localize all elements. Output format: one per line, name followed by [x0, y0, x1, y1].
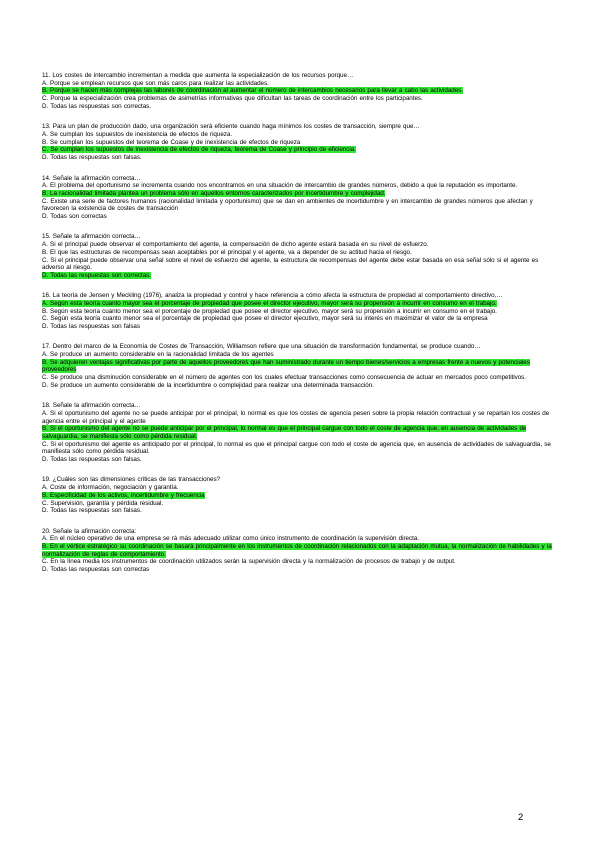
option-a: A. El problema del oportunismo se incrementa cuando nos encontramos en una situación de intercambio de grandes números, debido a que la reputación es importante. [42, 182, 518, 190]
option-a: A. Se cumplan los supuestos de inexistencia de efectos de riqueza. [42, 130, 233, 138]
question-20 [42, 528, 558, 574]
question-title: 17. Dentro del marco de la Economía de Costes de Transacción, Williamson refiere que una situación de transformación fundamental, se produce cuando… [42, 343, 481, 351]
option-b-correct: B. La racionalidad limitada plantea un problema sólo en aquellos entornos caracterizados por incertidumbre y complejidad. [42, 190, 386, 198]
question-title: 14. Señale la afirmación correcta… [42, 174, 141, 182]
option-b-correct: B. Si el oportunismo del agente no se puede anticipar por el principal, lo normal es que el principal cargue con todo el coste de agencia que, en ausencia de actividades de salvaguardia, se manifiesta sólo como pérdida residual. [42, 425, 527, 440]
option-a: A. En el núcleo operativo de una empresa se rá más adecuado utilizar como único instrumento de coordinación la supervisión directa. [42, 535, 419, 543]
question-17 [42, 343, 558, 389]
option-a-correct: A. Según esta teoría cuanto mayor sea el porcentaje de propiedad que posee el director ejecutivo, mayor será su propensión a incurrir en consumo en el trabajo. [42, 299, 497, 307]
option-c: C. Existe una serie de factores humanos (racionalidad limitada y oportunismo) que se dan en ambientes de incertidumbre y en intercambio de grandes números que afectan y favorecen la existencia de costes de transacción [42, 197, 533, 213]
option-b-correct: B. Especificidad de los activos, incertidumbre y frecuencia [42, 491, 205, 499]
option-c: C. Se produce una disminución considerable en el número de agentes con los cuales efectuar transacciones como consecuencia de actuar en mercados poco competitivos. [42, 374, 526, 382]
option-a: A. Si el oportunismo del agente no se puede anticipar por el principal, lo normal es que los costes de agencia pesen sobre la propia relación contractual y se repartan los costes de agencia entre el principal y el agente [42, 409, 550, 425]
option-b: B. Se cumplan los supuestos del teorema de Coase y de inexistencia de efectos de riqueza [42, 138, 301, 146]
option-c: C. Si el oportunismo del agente es anticipado por el principal, lo normal es que el principal cargue con todo el coste de agencia que, en ausencia de actividades de salvaguardia, se manifiesta sólo como pérdida residual. [42, 440, 551, 456]
question-16 [42, 292, 558, 331]
question-13 [42, 123, 558, 162]
exam-page [42, 72, 558, 586]
question-19 [42, 476, 558, 515]
page-number: 2 [518, 812, 524, 823]
option-d: D. Todas son correctas [42, 213, 107, 221]
option-d: D. Todas las respuestas son falsas. [42, 456, 142, 464]
option-d: D. Se produce un aumento considerable de la incertidumbre o complejidad para realizar una determinada transacción. [42, 381, 374, 389]
question-title: 19. ¿Cuáles son las dimensiones críticas de las transacciones? [42, 476, 221, 484]
question-18 [42, 402, 558, 464]
question-11 [42, 72, 558, 111]
option-d-correct: D. Todas las respuestas son correctas. [42, 271, 151, 279]
option-a: A. Se produce un aumento considerable en la racionalidad limitada de los agentes [42, 351, 274, 359]
option-a: A. Si el principal puede observar el comportamiento del agente, la compensación de dicho agente estará basada en su nivel de esfuerzo. [42, 241, 429, 249]
option-b-correct: B. Se adquieren ventajas significativas por parte de aquellos proveedores que han suministrado durante un tiempo bienes/servicios a empresas frente a nuevos y potenciales proveedores [42, 358, 530, 374]
option-c: C. Supervisión, garantía y pérdida residual. [42, 499, 164, 507]
option-d: D. Todas las respuestas son falsas. [42, 153, 142, 161]
option-a: A. Porque se emplean recursos que son más caros para realizar las actividades. [42, 79, 269, 87]
option-c: C. Porque la especialización crea problemas de asimetrías informativas que dificultan las tareas de coordinación entre los participantes. [42, 95, 423, 103]
question-title: 20. Señale la afirmación correcta: [42, 527, 137, 535]
option-d: D. Todas las respuestas son correctas. [42, 102, 151, 110]
option-b: B. El que las estructuras de recompensas sean aceptables por el principal y el agente, va a depender de su actitud hacia el riesgo. [42, 248, 412, 256]
question-title: 11. Los costes de intercambio incrementan a medida que aumenta la especialización de los recursos porque… [42, 72, 354, 79]
option-b-correct: B. Porque se hacen más complejas las labores de coordinación al aumentar el número de intercambios necesarios para llevar a cabo las actividades. [42, 87, 463, 95]
option-d: D. Todas las respuestas son falsas. [42, 507, 142, 515]
option-a: A. Coste de información, negociación y garantía. [42, 484, 179, 492]
option-b: B. Según esta teoría cuanto menor sea el porcentaje de propiedad que posee el director ejecutivo, mayor será su propensión a incurrir en consumo en el trabajo. [42, 307, 497, 315]
question-14 [42, 175, 558, 221]
question-15 [42, 233, 558, 279]
option-d: D. Todas las respuestas son falsas [42, 323, 140, 331]
question-title: 16. La teoría de Jensen y Meckling (1976), analiza la propiedad y control y hace referencia a cómo afecta la estructura de propiedad al comportamiento directivo,… [42, 292, 503, 300]
question-title: 13. Para un plan de producción dado, una organización será eficiente cuando haga mínimos los costes de transacción, siempre que… [42, 123, 420, 131]
option-c: C. Si el principal puede observar una señal sobre el nivel de esfuerzo del agente, la estructura de recompensas del agente debe estar basada en esa señal sólo si el agente es adverso al riesgo. [42, 256, 539, 272]
question-title: 18. Señale la afirmación correcta… [42, 402, 141, 410]
question-title: 15. Señale la afirmación correcta… [42, 233, 141, 241]
option-b-correct: B. En el vértice estratégico su coordinación se basará principalmente en los instrumentos de coordinación relacionados con la adaptación mutua, la normalización de habilidades y la normalización de reglas de comportamiento. [42, 542, 552, 558]
option-c: C. Según esta teoría cuanto menor sea el porcentaje de propiedad que posee el director ejecutivo, mayor será su interés en maximizar el valor de la empresa [42, 315, 488, 323]
option-c: C. En la línea media los instrumentos de coordinación utilizados serán la supervisión directa y la normalización de procesos de trabajo y de output. [42, 558, 456, 566]
option-c-correct: C. Se cumplan los supuestos de inexistencia de efectos de riqueza, teorema de Coase y principio de eficiencia. [42, 146, 356, 154]
option-d: D. Todas las respuestas son correctas [42, 566, 150, 574]
